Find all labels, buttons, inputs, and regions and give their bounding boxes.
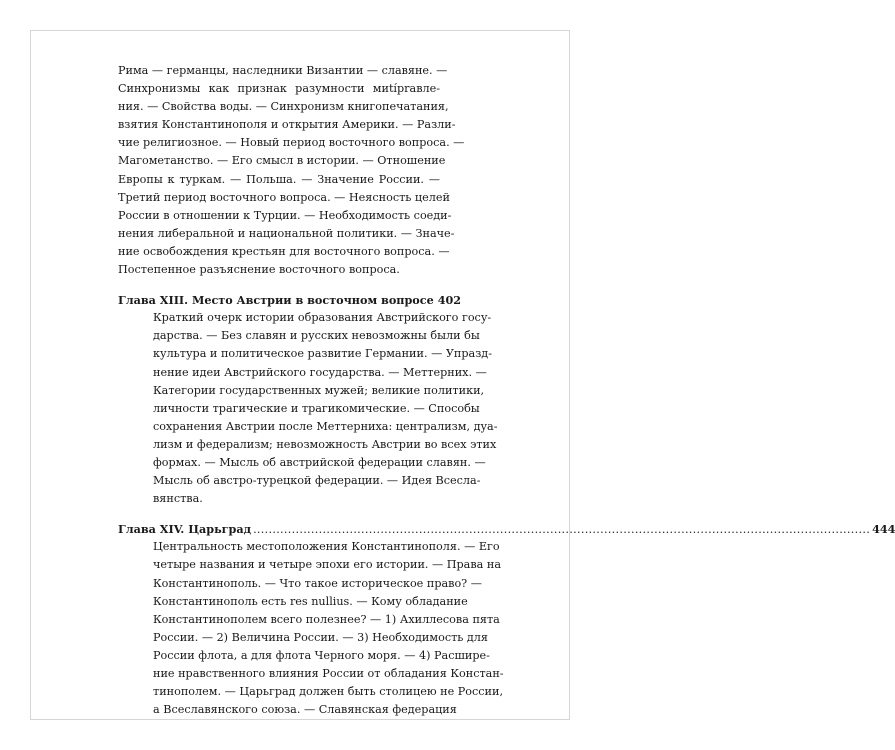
text-line: Третий период восточного вопроса. — Неясность целей xyxy=(118,190,450,204)
chapter-13-page-number: 402 xyxy=(437,293,462,308)
text-line: Постепенное разъяснение восточного вопроса. xyxy=(118,263,400,277)
text-line: Мысль об австро-турецкой федерации. — Идея Всесла- xyxy=(153,474,481,488)
text-line: лизм и федерализм; невозможность Австрии во всех этих xyxy=(153,437,497,451)
text-line: а Всеславянского союза. — Славянская федерация xyxy=(153,703,457,717)
chapter-14-block xyxy=(118,520,895,719)
text-line: ния. — Свойства воды. — Синхронизм книгопечатания, xyxy=(118,100,449,114)
text-line: Константинополь есть res nullius. — Кому обладание xyxy=(153,594,468,608)
text-line: тинополем. — Царьград должен быть столицею не России, xyxy=(153,685,504,699)
text-line: России. — 2) Величина России. — 3) Необходимость для xyxy=(153,630,488,644)
text-line: России флота, а для флота Черного моря. — 4) Расшире- xyxy=(153,648,490,662)
chapter-14-title: Глава XIV. Царьград xyxy=(118,522,252,537)
text-line: четыре названия и четыре эпохи его истории. — Права на xyxy=(153,558,502,572)
section-gap xyxy=(118,279,440,291)
text-line: ние освобождения крестьян для восточного вопроса. — xyxy=(118,244,450,258)
text-line: Синхронизмы как признак разумности миtíprавле- xyxy=(118,82,440,96)
text-line: Краткий очерк истории образования Австрийского госу- xyxy=(153,311,492,325)
text-line: нения либеральной и национальной политики. — Значе- xyxy=(118,226,455,240)
section-gap xyxy=(118,508,440,520)
text-line: Центральность местоположения Константинополя. — Его xyxy=(153,540,500,554)
intro-block xyxy=(118,62,465,279)
chapter-13-heading xyxy=(118,291,462,309)
chapter-14-page-number: 444 xyxy=(872,522,895,537)
text-line: формах. — Мысль об австрийской федерации славян. — xyxy=(153,455,486,469)
text-line: взятия Константинополя и открытия Америки. — Разли- xyxy=(118,118,456,132)
text-line: вянства. xyxy=(153,492,203,506)
dot-leader xyxy=(253,521,870,539)
text-line: культура и политическое развитие Германии. — Упразд- xyxy=(153,347,492,361)
text-line: России в отношении к Турции. — Необходимость соеди- xyxy=(118,208,452,222)
text-line: нение идеи Австрийского государства. — Меттерних. — xyxy=(153,365,487,379)
text-line: Рима — германцы, наследники Византии — славяне. — xyxy=(118,64,448,77)
text-line: сохранения Австрии после Меттерниха: централизм, дуа- xyxy=(153,419,498,433)
text-line: Константинополем всего полезнее? — 1) Ахиллесова пята xyxy=(153,612,500,626)
text-line: Магометанство. — Его смысл в истории. — Отношение xyxy=(118,154,446,168)
chapter-14-heading xyxy=(118,520,895,538)
text-line: ние нравственного влияния России от обладания Констан- xyxy=(153,667,504,680)
text-line: дарства. — Без славян и русских невозможны были бы xyxy=(153,329,480,343)
text-line: чие религиозное. — Новый период восточного вопроса. — xyxy=(118,136,465,150)
table-of-contents xyxy=(118,62,895,719)
chapter-13-block xyxy=(118,291,498,508)
text-line: личности трагические и трагикомические. — Способы xyxy=(153,401,480,415)
text-line: Категории государственных мужей; великие политики, xyxy=(153,383,485,397)
chapter-13-title: Глава XIII. Место Австрии в восточном вопросе xyxy=(118,293,434,308)
text-line: Европы к туркам. — Польша. — Значение России. — xyxy=(118,172,440,186)
text-line: Константинополь. — Что такое историческое право? — xyxy=(153,576,482,590)
